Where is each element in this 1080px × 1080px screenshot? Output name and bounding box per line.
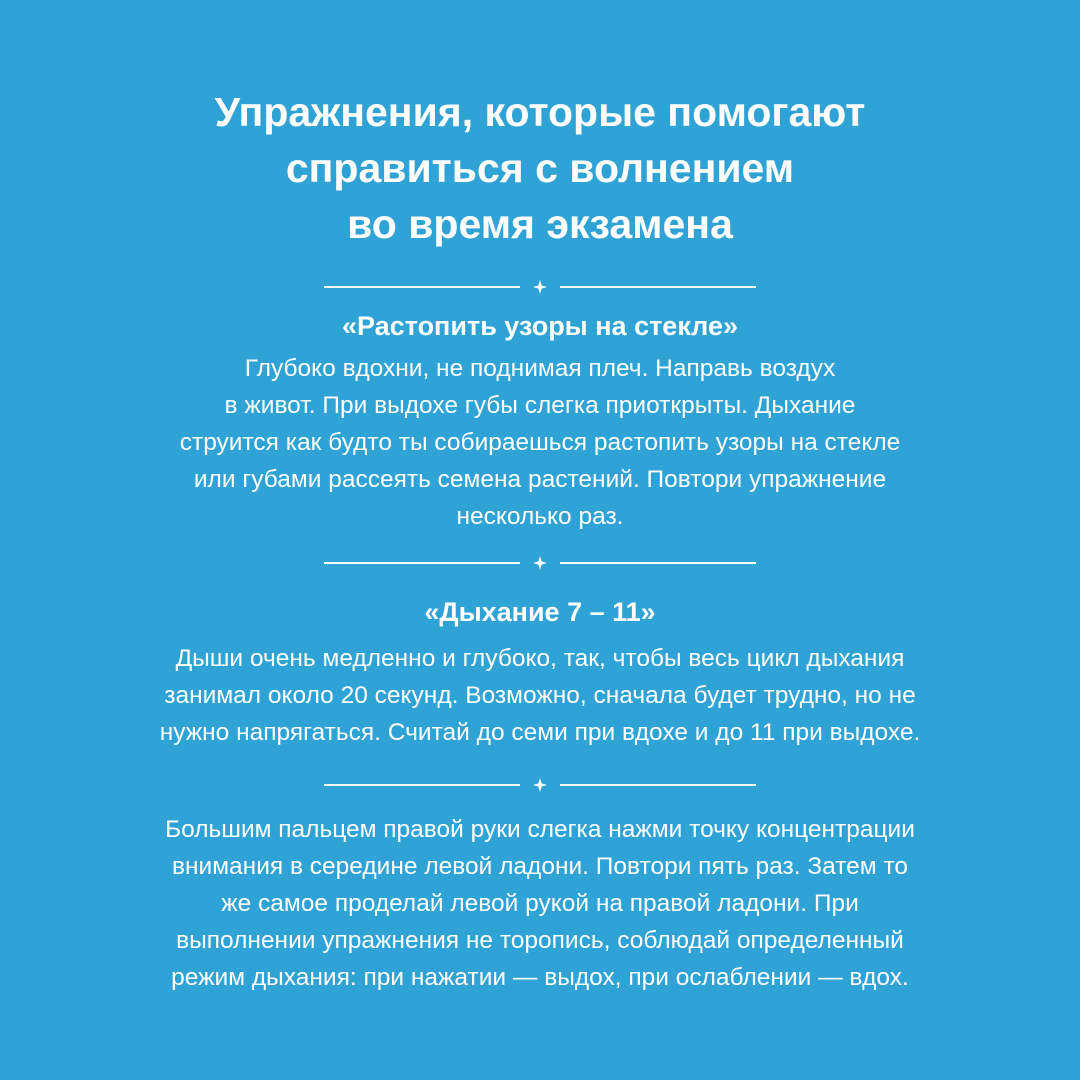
paragraph-line: выполнении упражнения не торопись, соблюдай определенный bbox=[176, 927, 904, 954]
paragraph-line: Дыши очень медленно и глубоко, так, чтобы весь цикл дыхания bbox=[175, 645, 905, 672]
divider-line-left bbox=[324, 286, 520, 288]
paragraph-line: Глубоко вдохни, не поднимая плеч. Направь воздух bbox=[244, 355, 836, 382]
four-point-star-icon bbox=[532, 555, 548, 571]
divider-line-right bbox=[560, 562, 756, 564]
section-divider bbox=[324, 277, 756, 297]
paragraph-line: нужно напрягаться. Считай до семи при вдохе и до 11 при выдохе. bbox=[159, 719, 921, 746]
exercise-description-breathing-7-11 bbox=[40, 640, 1040, 751]
paragraph-line: Большим пальцем правой руки слегка нажми точку концентрации bbox=[165, 816, 915, 843]
divider-line-left bbox=[324, 562, 520, 564]
section-divider bbox=[324, 775, 756, 795]
exercise-heading-breathing-7-11: «Дыхание 7 – 11» bbox=[424, 597, 656, 627]
exercise-description-palm-press bbox=[40, 811, 1040, 996]
divider-line-right bbox=[560, 784, 756, 786]
page-title-line: во время экзамена bbox=[347, 201, 733, 247]
four-point-star-icon bbox=[532, 279, 548, 295]
paragraph-line: режим дыхания: при нажатии — выдох, при ослаблении — вдох. bbox=[171, 964, 909, 991]
paragraph-line: струится как будто ты собираешься растопить узоры на стекле bbox=[179, 429, 901, 456]
divider-line-left bbox=[324, 784, 520, 786]
exercise-heading-melt-patterns: «Растопить узоры на стекле» bbox=[342, 311, 738, 341]
exercise-description-melt-patterns bbox=[40, 350, 1040, 535]
paragraph-line: несколько раз. bbox=[456, 503, 624, 530]
section-divider bbox=[324, 553, 756, 573]
paragraph-line: в живот. При выдохе губы слегка приоткрыты. Дыхание bbox=[224, 392, 856, 419]
page-title-line: справиться с волнением bbox=[285, 145, 795, 191]
page-title-line: Упражнения, которые помогают bbox=[214, 89, 866, 135]
paragraph-line: внимания в середине левой ладони. Повтори пять раз. Затем то bbox=[171, 853, 909, 880]
divider-line-right bbox=[560, 286, 756, 288]
paragraph-line: или губами рассеять семена растений. Повтори упражнение bbox=[193, 466, 887, 493]
paragraph-line: же самое проделай левой рукой на правой ладони. При bbox=[221, 890, 859, 917]
paragraph-line: занимал около 20 секунд. Возможно, сначала будет трудно, но не bbox=[164, 682, 916, 709]
page-title bbox=[60, 84, 1020, 252]
four-point-star-icon bbox=[532, 777, 548, 793]
